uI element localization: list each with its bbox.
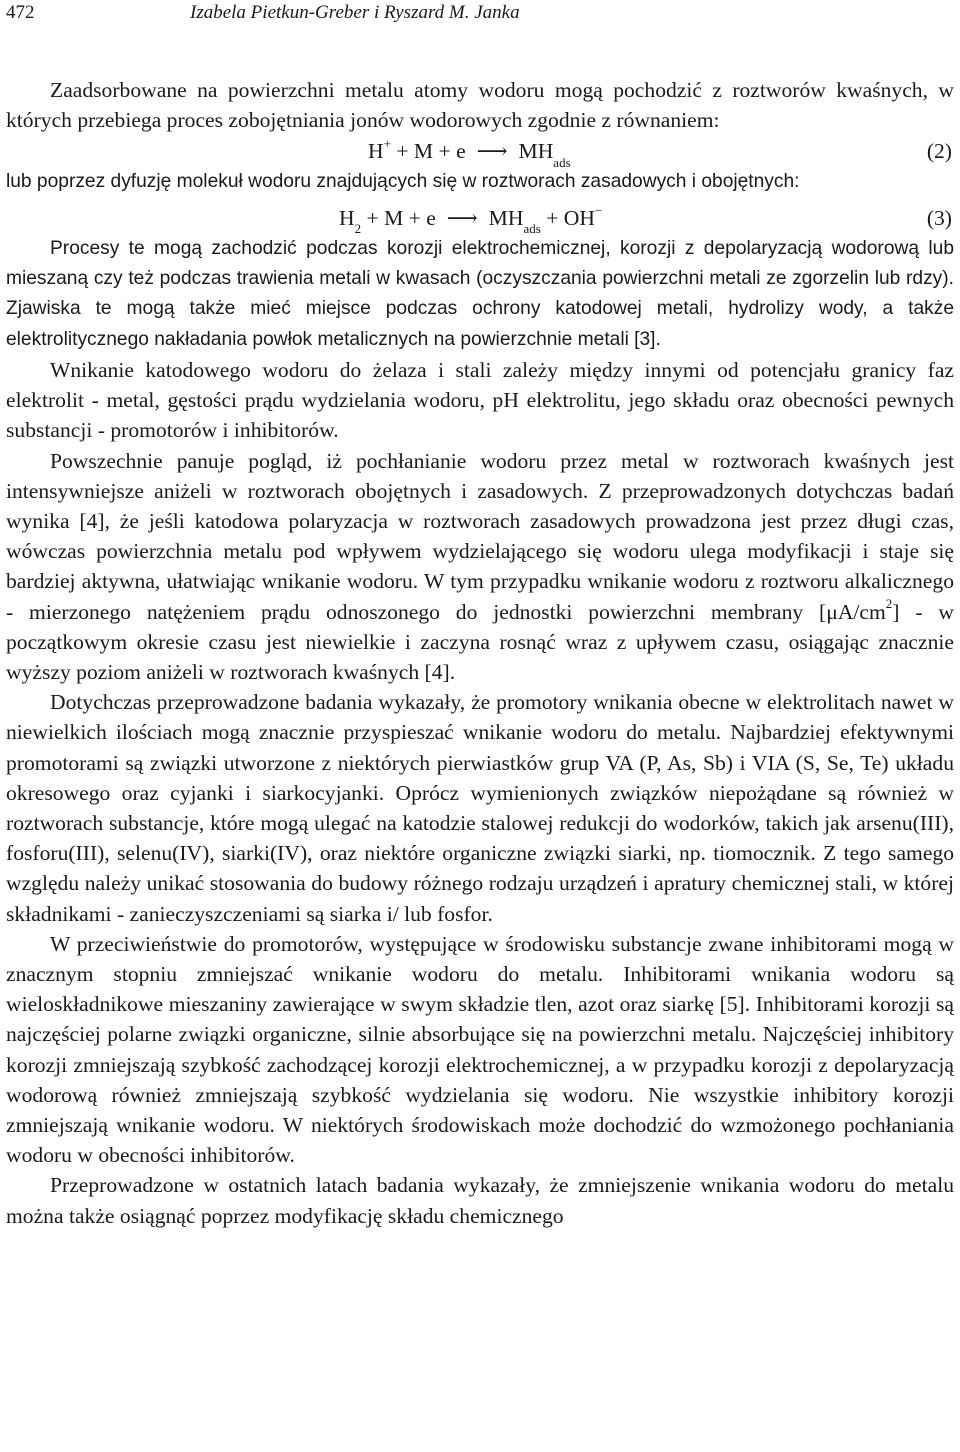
reaction-arrow-icon: ⟶ [476,139,508,164]
paragraph-inhibitors [6,929,954,1171]
eq2-ads-sub: ads [553,154,571,170]
paragraph-inhibitors-a: W przeciwieństwie do promotorów, występujące w środowisku substancje zwane inhibitorami mogą w znacznym stopniu zmniejszać wnikanie wodoru do metalu. Inhibitorami wnikania wodoru są wieloskładnikowe mieszaniny zawierające w swym składzie tlen, azot oraz siarkę [5]. [6,931,954,1017]
paragraph-promoters-a: Dotychczas przeprowadzone badania wykazały, że promotory wnikania obecne w elektrolitach nawet w niewielkich ilościach mogą znacznie przyspieszać wnikanie wodoru do metalu. Najbardziej efektywnymi promotorami są związki utworzone z niektórych pierwiastków grup VA (P, As, Sb) i VIA (S, Se, Te) układu okresowego oraz cyjanki i siarkocyjanki. [6,690,954,805]
reaction-arrow-icon: ⟶ [446,205,478,230]
eq2-mid: + M + e [390,139,472,164]
eq2-mh: MH [513,139,554,164]
paragraph-diffusion: lub poprzez dyfuzję molekuł wodoru znajdujących się w roztworach zasadowych i obojętnych: [6,171,800,193]
equation-2-body [368,135,571,170]
paragraph-cathodic-hydrogen: Wnikanie katodowego wodoru do żelaza i stali zależy między innymi od potencjału granicy faz elektrolit - metal, gęstości prądu wydzielania wodoru, pH elektrolitu, jego składu oraz obecności pewnych substancji - promotorów i inhibitorów. [6,357,954,443]
eq3-tail-sup: − [594,202,603,218]
running-head-authors: Izabela Pietkun-Greber i Ryszard M. Janka [190,2,520,23]
page-body [6,75,954,1231]
eq3-h-sub: 2 [354,221,362,237]
paragraph-common-view-b: ] - w początkowym okresie czasu jest niewielkie i zaczyna rosnąć wraz z upływem czasu, osiągając znacznie wyższy poziom aniżeli w roztworach kwaśnych [4]. [6,599,954,684]
equation-3-number: (3) [926,205,952,230]
paragraph-processes-a: Procesy te mogą zachodzić podczas korozji elektrochemicznej, korozji z depolaryzacją wodorową lub mieszaną czy też podczas trawienia metali w kwasach (oczyszczania powierzchni metali ze zgorzelin lub rdzy). [6,237,954,289]
paragraph-processes [6,234,954,355]
equation-3 [6,202,954,237]
page-number: 472 [6,2,35,23]
unit-superscript: 2 [885,596,893,612]
equation-3-body [339,202,603,237]
paragraph-inhibitors-b: Inhibitorami korozji są najczęściej polarne związki organiczne, silnie absorbujące się na powierzchni metalu. Najczęściej inhibitory korozji zmniejszają szybkość zachodzącej korozji elektrochemicznej, a w przypadku korozji z depolaryzacją wodorową również zmniejszają szybkość wydzielania się wodoru. Nie wszystkie inhibitory korozji zmniejszają wnikanie wodoru. W niektórych środowiskach może dochodzić do wzmożonego pochłaniania wodoru w obecności inhibitorów. [6,992,955,1168]
eq2-h: H [368,139,384,164]
paragraph-promoters-b: Oprócz wymienionych związków niepożądane są również w roztworach substancje, które mogą ulegać na katodzie stalowej redukcji do wodorków, takich jak arsenu(III), fosforu(III), selenu(IV), siarki(IV), oraz niektóre organiczne związki siarki, np. tiomocznik. Z tego samego względu należy unikać stosowania do budowy różnego rodzaju urządzeń i apratury chemicznej stali, w której składnikami - zanieczyszczeniami są siarka i/ lub fosfor. [6,780,954,926]
eq3-mh: MH [483,205,524,230]
paragraph-processes-b: Zjawiska te mogą także mieć miejsce podczas ochrony katodowej metali, hydrolizy wody, a także elektrolitycznego nakładania powłok metalicznych na powierzchnie metali [3]. [6,298,954,350]
eq3-h: H [339,205,355,230]
eq3-mid: + M + e [361,205,442,230]
eq3-ads-sub: ads [523,221,541,237]
equation-2-number: (2) [926,139,952,164]
paragraph-promoters [6,687,954,929]
paragraph-common-view [6,446,954,688]
paragraph-intro: Zaadsorbowane na powierzchni metalu atomy wodoru mogą pochodzić z roztworów kwaśnych, w których przebiega proces zobojętniania jonów wodorowych zgodnie z równaniem: [6,78,954,133]
paragraph-recent-research: Przeprowadzone w ostatnich latach badania wykazały, że zmniejszenie wnikania wodoru do metalu można także osiągnąć poprzez modyfikację składu chemicznego [6,1173,954,1228]
page-header [6,2,954,28]
eq2-plus-sup: + [383,136,391,152]
equation-2 [6,135,954,170]
paragraph-common-view-a: Powszechnie panuje pogląd, iż pochłanianie wodoru przez metal w roztworach kwaśnych jest intensywniejsze aniżeli w roztworach obojętnych i zasadowych. Z przeprowadzonych dotychczas badań wynika [4], że jeśli katodowa polaryzacja w roztworach zasadowych prowadzona jest przez długi czas, wówczas powierzchnia metalu pod wpływem wydzielającego się wodoru ulega modyfikacji i staje się bardziej aktywna, ułatwiając wnikanie wodoru. W tym przypadku wnikanie wodoru z roztworu alkalicznego - mierzonego natężeniem prądu odnoszonego do jednostki powierzchni membrany [μA/cm [6,448,954,624]
eq3-tail: + OH [540,205,595,230]
